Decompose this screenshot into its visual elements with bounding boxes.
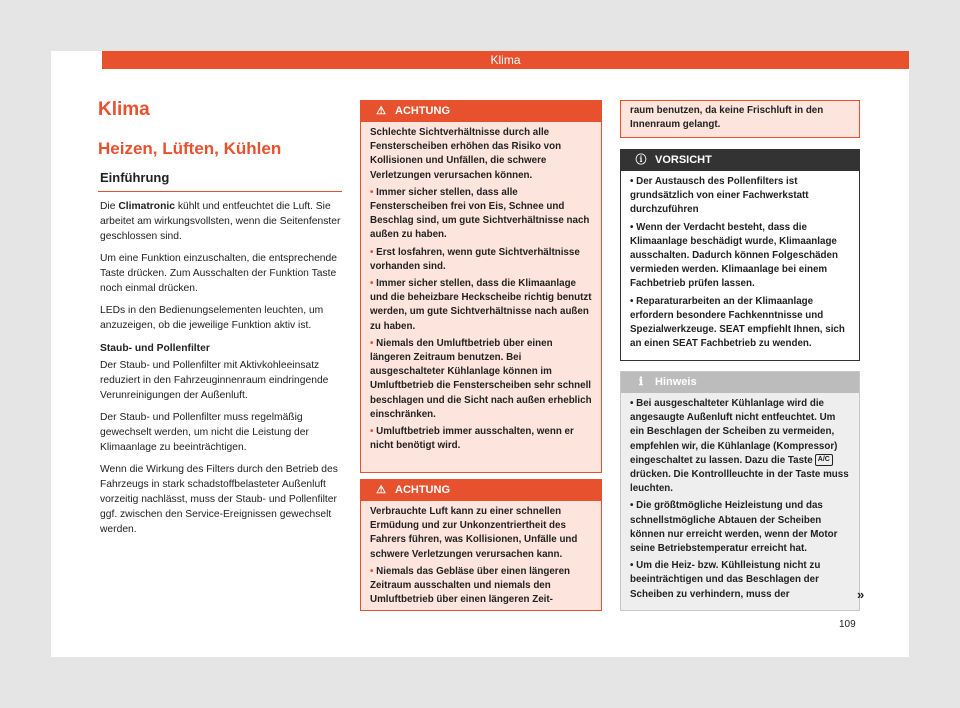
paragraph: Der Staub- und Pollenfilter muss regelmäßig gewechselt werden, um nicht die Leistung der Klimaanlage zu beeinträchtigen. (100, 412, 309, 453)
note-header (621, 372, 859, 393)
warning-item: • Niemals das Gebläse über einen längeren Zeitraum ausschalten und niemals den Umluftbetrieb über einen längeren Zeit- (370, 565, 571, 606)
warning-header (361, 101, 601, 122)
warning-header (361, 480, 601, 501)
paragraph: LEDs in den Bedienungselementen leuchten, um anzuzeigen, ob die jeweilige Funktion aktiv ist. (100, 305, 324, 331)
intro-paragraph: Die Climatronic kühlt und entfeuchtet die Luft. Sie arbeitet am wirkungsvollsten, wenn die Seitenfenster geschlossen sind. (100, 201, 341, 242)
warning-box (360, 100, 602, 473)
page-title: Klima (98, 99, 150, 120)
section-divider (98, 191, 342, 192)
warning-box-2 (360, 479, 602, 611)
warning-continuation (620, 100, 860, 138)
note-box (620, 371, 860, 611)
info-square-icon: ℹ (638, 376, 644, 388)
warning-label: ACHTUNG (395, 484, 450, 496)
warning-item: • Umluftbetrieb immer ausschalten, wenn er nicht benötigt wird. (370, 426, 574, 452)
caution-item: • Reparaturarbeiten an der Klimaanlage erfordern besondere Fachkenntnisse und Spezialwerkzeuge. SEAT empfiehlt Ihnen, sich an einen SEAT Fachbetrieb zu wenden. (630, 295, 845, 350)
caution-header (621, 150, 859, 171)
caution-item: • Der Austausch des Pollenfilters ist grundsätzlich von einer Fachwerkstatt durchzuführen (630, 176, 809, 216)
page-number: 109 (839, 619, 856, 630)
warning-triangle-icon: ⚠ (376, 484, 386, 496)
warning-triangle-icon: ⚠ (376, 105, 386, 117)
subsection-title: Einführung (100, 170, 170, 185)
filter-heading: Staub- und Pollenfilter (100, 343, 210, 354)
warning-item: • Immer sicher stellen, dass die Klimaanlage und die beheizbare Heckscheibe richtig benutzt werden, um gute Sichtverhältnisse nach außen zu haben. (370, 278, 592, 332)
paragraph: Der Staub- und Pollenfilter mit Aktivkohleeinsatz reduziert in den Fahrzeuginnenraum eindringende Verunreinigungen der Außenluft. (100, 360, 329, 401)
note-item: • Die größtmögliche Heizleistung und das schnellstmögliche Abtauen der Scheiben können nur erreicht werden, wenn der Motor seine Betriebstemperatur erreicht hat. (630, 500, 838, 555)
manual-page (51, 51, 909, 657)
warning-item: • Immer sicher stellen, dass alle Fensterscheiben frei von Eis, Schnee und Beschlag sind, um gute Sichtverhältnisse nach außen zu haben. (370, 186, 590, 241)
continue-arrow-icon: » (857, 587, 865, 602)
note-label: Hinweis (655, 376, 697, 388)
ac-key-icon: A/C (815, 454, 833, 466)
warning-item: • Niemals den Umluftbetrieb über einen längeren Zeitraum benutzen. Bei ausgeschalteter Kühlanlage können im Umluftbetrieb die Fensterscheiben sehr schnell beschlagen und die Sicht nach außen erheblich einschränken. (370, 337, 592, 420)
caution-label: VORSICHT (655, 154, 712, 166)
paragraph: Wenn die Wirkung des Filters durch den Betrieb des Fahrzeugs in stark schadstoffbelasteter Außenluft vorzeitig nachlässt, muss der Staub- und Pollenfilter ggf. zwischen den Service-Ereignissen gewechselt werden. (100, 464, 338, 535)
warning-intro: Schlechte Sichtverhältnisse durch alle Fensterscheiben erhöhen das Risiko von Kollisionen und Unfällen, die schwere Verletzungen verursachen können. (370, 127, 562, 181)
warning-label: ACHTUNG (395, 105, 450, 117)
warning-item: • Erst losfahren, wenn gute Sichtverhältnisse vorhanden sind. (370, 246, 580, 272)
continuation-text: raum benutzen, da keine Frischluft in den Innenraum gelangt. (630, 105, 824, 131)
note-item: • Um die Heiz- bzw. Kühlleistung nicht zu beeinträchtigen und das Beschlagen der Scheiben zu verhindern, muss der (630, 560, 821, 600)
paragraph: Um eine Funktion einzuschalten, die entsprechende Taste drücken. Zum Ausschalten der Funktion Taste noch einmal drücken. (100, 253, 337, 294)
warning-intro: Verbrauchte Luft kann zu einer schnellen Ermüdung und zur Unkonzentriertheit des Fahrers führen, was Kollisionen, Unfälle und schwere Verletzungen verursachen kann. (370, 506, 578, 560)
left-column (98, 98, 342, 537)
caution-item: • Wenn der Verdacht besteht, dass die Klimaanlage beschädigt wurde, Klimaanlage ausschalten. Dadurch können Folgeschäden vermieden werden. Klimaanlage bei einem Fachbetrieb prüfen lassen. (630, 221, 838, 290)
info-circle-icon: ⓘ (635, 154, 647, 166)
chapter-header: Klima (102, 51, 909, 69)
section-title: Heizen, Lüften, Kühlen (98, 139, 282, 158)
note-item: • Bei ausgeschalteter Kühlanlage wird die angesaugte Außenluft nicht entfeuchtet. Um ein Beschlagen der Scheiben zu vermeiden, empfehlen wir, die Kühlanlage (Kompressor) eingeschaltet zu lassen. Dazu die Taste A/Cdrücken. Die Kontrollleuchte in der Taste muss leuchten. (630, 398, 849, 495)
caution-box (620, 149, 860, 361)
